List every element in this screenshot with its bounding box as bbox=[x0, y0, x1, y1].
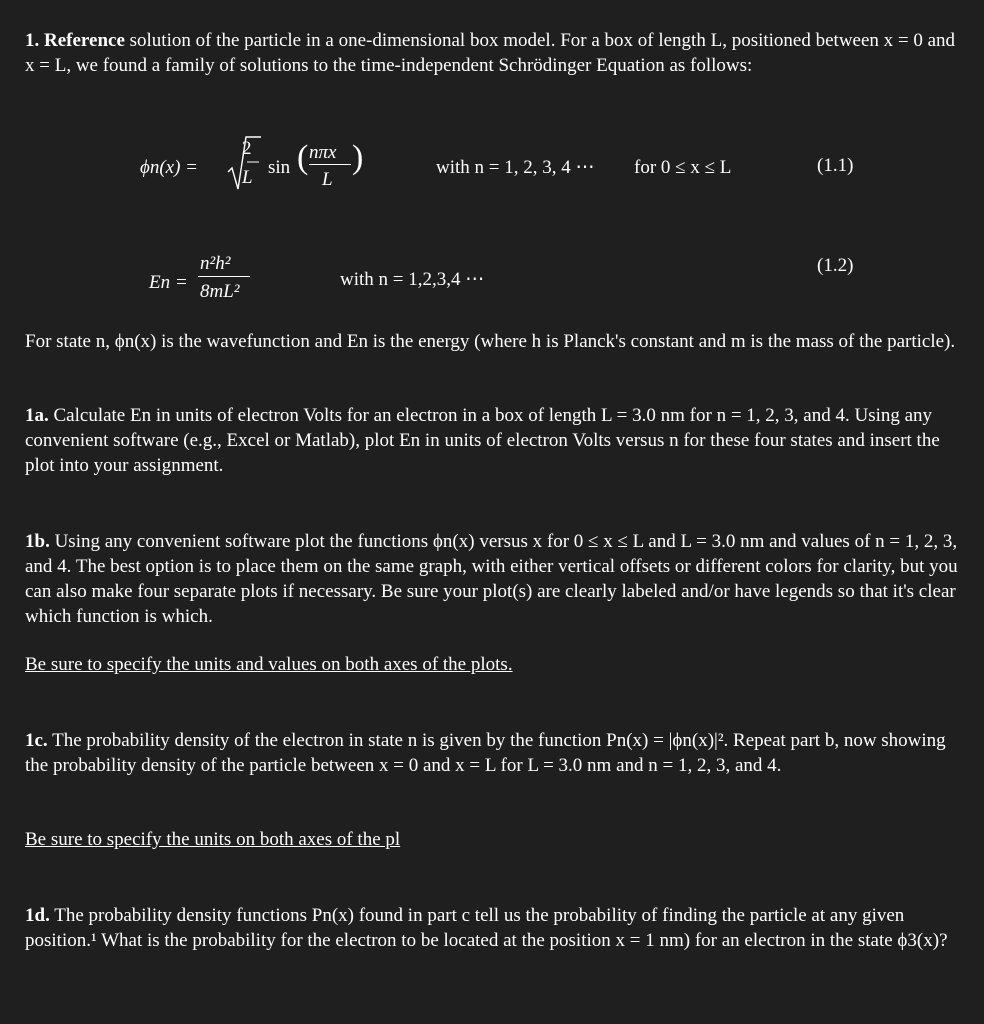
intro-paragraph bbox=[25, 28, 960, 78]
eq2-numerator: n²h² bbox=[200, 253, 231, 274]
part-1d bbox=[25, 903, 960, 953]
part-1b-text: Using any convenient software plot the functions ϕn(x) versus x for 0 ≤ x ≤ L and L = 3.0 nm and values of n = 1, 2, 3, and 4. The best option is to place them on the same graph, with either vertical offsets or different colors for clarity, but you can also make four separate plots if necessary. Be sure your plot(s) are clearly labeled and/or have legends so that it's clear which function is which. bbox=[25, 531, 958, 627]
part-1c-label: 1c. bbox=[25, 730, 48, 751]
part-1b-label: 1b. bbox=[25, 531, 50, 552]
intro-text: solution of the particle in a one-dimensional box model. For a box of length L, positioned between x = 0 and x = L, we found a family of solutions to the time-independent Schrödinger Equation as follows: bbox=[25, 30, 956, 76]
close-paren: ) bbox=[352, 139, 364, 176]
part-1c-text: The probability density of the electron in state n is given by the function Pn(x) = |ϕn(x)|². Repeat part b, now showing the probability density of the particle between x = 0 and x = L for L = 3.0 nm and n = 1, 2, 3, and 4. bbox=[25, 730, 946, 776]
arg-numerator: nπx bbox=[309, 142, 337, 163]
sqrt-numerator: 2 bbox=[242, 138, 252, 159]
problem-bold: Reference bbox=[44, 30, 125, 51]
part-1d-label: 1d. bbox=[25, 905, 50, 926]
part-1c-note: Be sure to specify the units on both axes of the pl bbox=[25, 829, 401, 850]
sqrt-denominator: L bbox=[242, 167, 253, 188]
eq1-tag: (1.1) bbox=[817, 155, 854, 176]
part-1a-text: Calculate En in units of electron Volts for an electron in a box of length L = 3.0 nm for n = 1, 2, 3, and 4. Using any convenient software (e.g., Excel or Matlab), plot En in units of electron Volts versus n for these four states and insert the plot into your assignment. bbox=[25, 405, 940, 476]
definitions-paragraph: For state n, ϕn(x) is the wavefunction and En is the energy (where h is Planck's constant and m is the mass of the particle). bbox=[25, 331, 956, 352]
eq1-with: with n = 1, 2, 3, 4 ⋯ bbox=[436, 157, 595, 178]
problem-number: 1. bbox=[25, 30, 40, 51]
eq2-lhs: En = bbox=[149, 272, 188, 293]
open-paren: ( bbox=[297, 139, 309, 176]
part-1a-label: 1a. bbox=[25, 405, 49, 426]
eq2-fraction-bar bbox=[198, 276, 250, 277]
part-1a bbox=[25, 403, 960, 478]
arg-denominator: L bbox=[322, 169, 333, 190]
eq1-lhs: ϕn(x) = bbox=[140, 157, 198, 178]
part-1b bbox=[25, 529, 960, 629]
sin-label: sin bbox=[268, 157, 291, 178]
part-1b-note: Be sure to specify the units and values on both axes of the plots. bbox=[25, 654, 513, 675]
eq1-range: for 0 ≤ x ≤ L bbox=[634, 157, 732, 178]
eq2-with: with n = 1,2,3,4 ⋯ bbox=[340, 269, 485, 290]
part-1c bbox=[25, 728, 960, 778]
fraction-bar bbox=[309, 164, 351, 165]
eq2-denominator: 8mL² bbox=[200, 281, 240, 302]
part-1d-text: The probability density functions Pn(x) found in part c tell us the probability of finding the particle at any given position.¹ What is the probability for the electron to be located at the position x = 1 nm) for an electron in the state ϕ3(x)? bbox=[25, 905, 948, 951]
eq2-tag: (1.2) bbox=[817, 255, 854, 276]
